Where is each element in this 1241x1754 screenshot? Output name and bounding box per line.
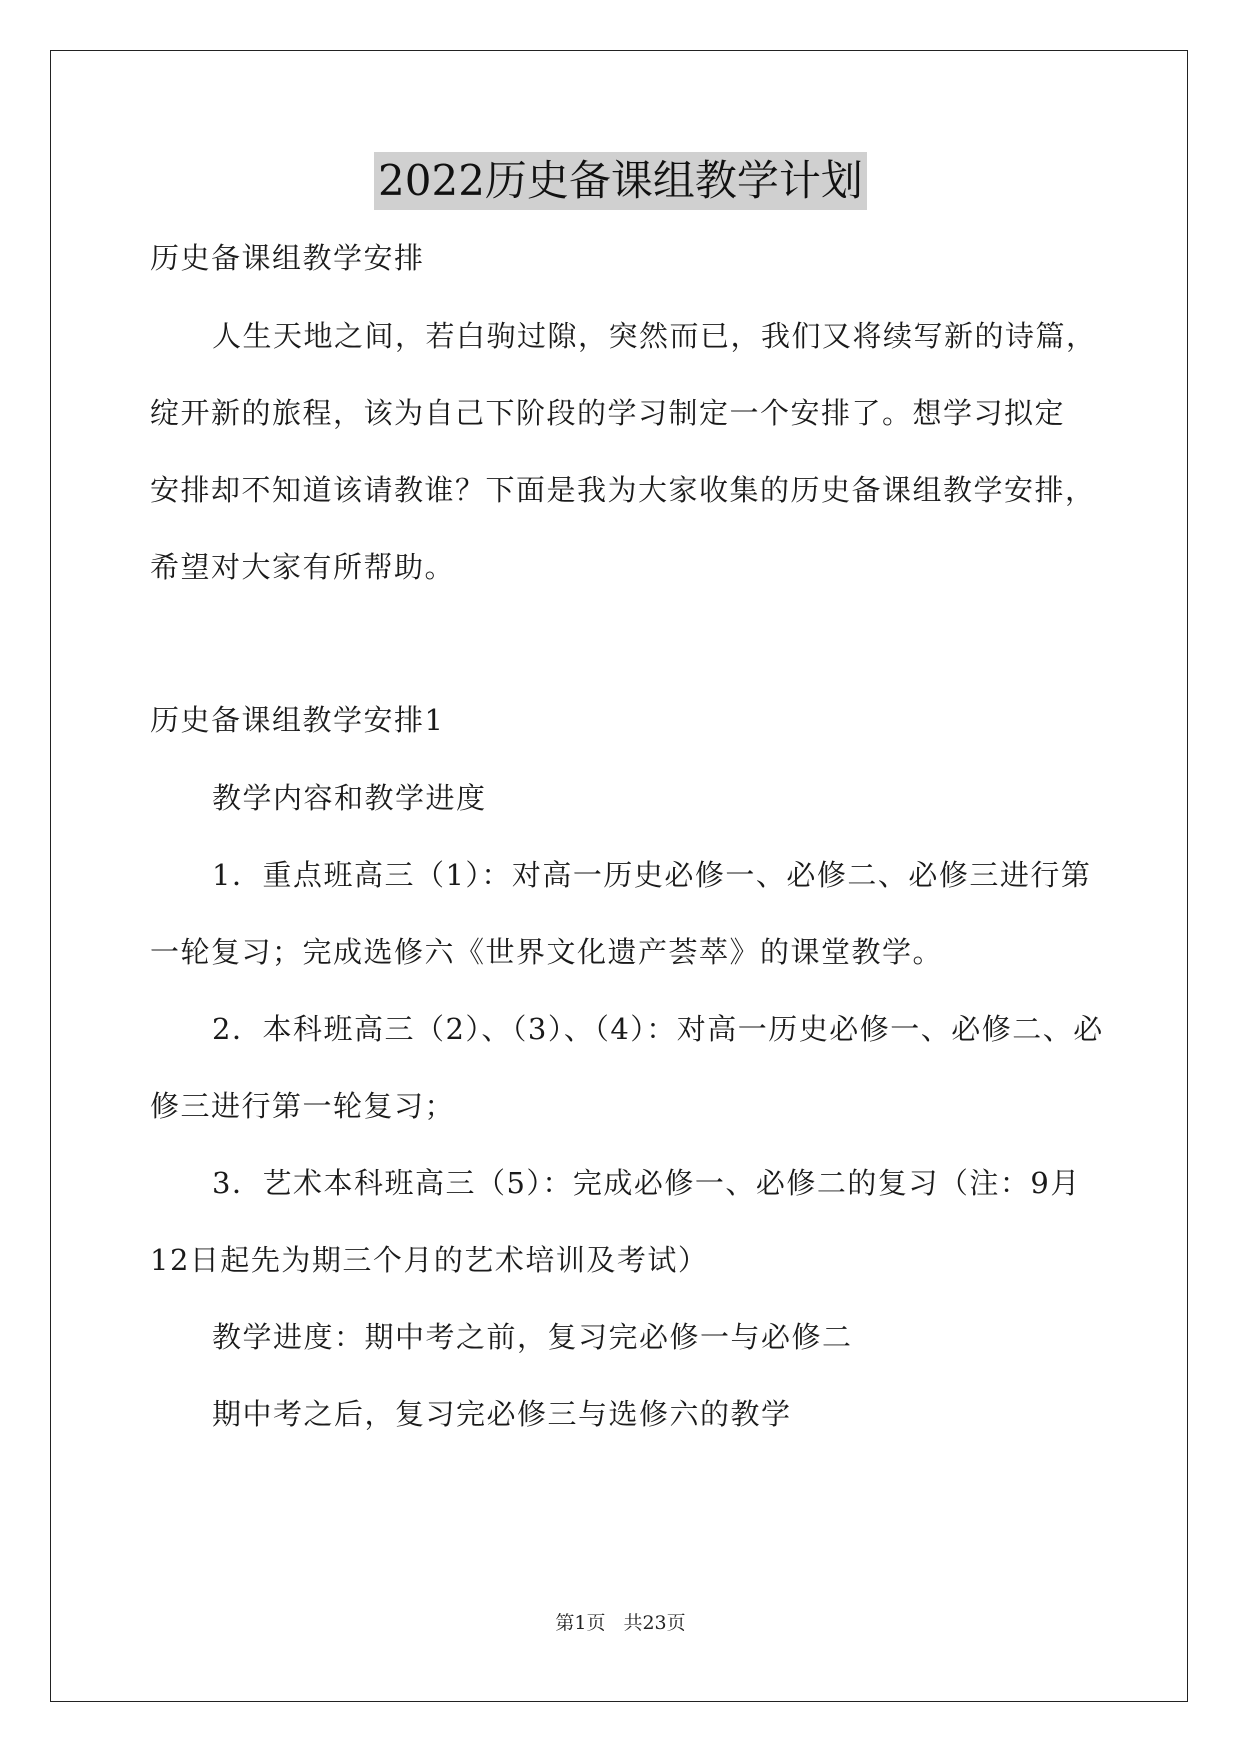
section-heading: 历史备课组教学安排1 — [150, 703, 445, 737]
section-heading: 历史备课组教学安排 — [150, 241, 425, 275]
paragraph-line: 期中考之后，复习完必修三与选修六的教学 — [212, 1397, 792, 1431]
paragraph-line: 一轮复习；完成选修六《世界文化遗产荟萃》的课堂教学。 — [150, 935, 944, 969]
paragraph-line: 教学内容和教学进度 — [212, 781, 487, 815]
paragraph-line: 1．重点班高三（1）：对高一历史必修一、必修二、必修三进行第 — [212, 858, 1092, 892]
paragraph-line: 安排却不知道该请教谁？下面是我为大家收集的历史备课组教学安排， — [150, 473, 1096, 507]
paragraph-line: 修三进行第一轮复习； — [150, 1089, 456, 1123]
paragraph-line: 3．艺术本科班高三（5）：完成必修一、必修二的复习（注：9月 — [212, 1166, 1081, 1200]
page-number: 第1页 — [555, 1612, 606, 1634]
paragraph-line: 12日起先为期三个月的艺术培训及考试） — [150, 1243, 709, 1277]
page-total: 共23页 — [623, 1612, 686, 1634]
paragraph-line: 2．本科班高三（2）、（3）、（4）：对高一历史必修一、必修二、必 — [212, 1012, 1104, 1046]
title-container — [0, 152, 1241, 210]
document-title: 2022历史备课组教学计划 — [374, 152, 867, 210]
page-footer — [0, 1610, 1241, 1636]
paragraph-line: 绽开新的旅程，该为自己下阶段的学习制定一个安排了。想学习拟定 — [150, 396, 1066, 430]
paragraph-line: 教学进度：期中考之前，复习完必修一与必修二 — [212, 1320, 853, 1354]
paragraph-line: 人生天地之间，若白驹过隙，突然而已，我们又将续写新的诗篇， — [212, 319, 1097, 353]
paragraph-line: 希望对大家有所帮助。 — [150, 550, 456, 584]
